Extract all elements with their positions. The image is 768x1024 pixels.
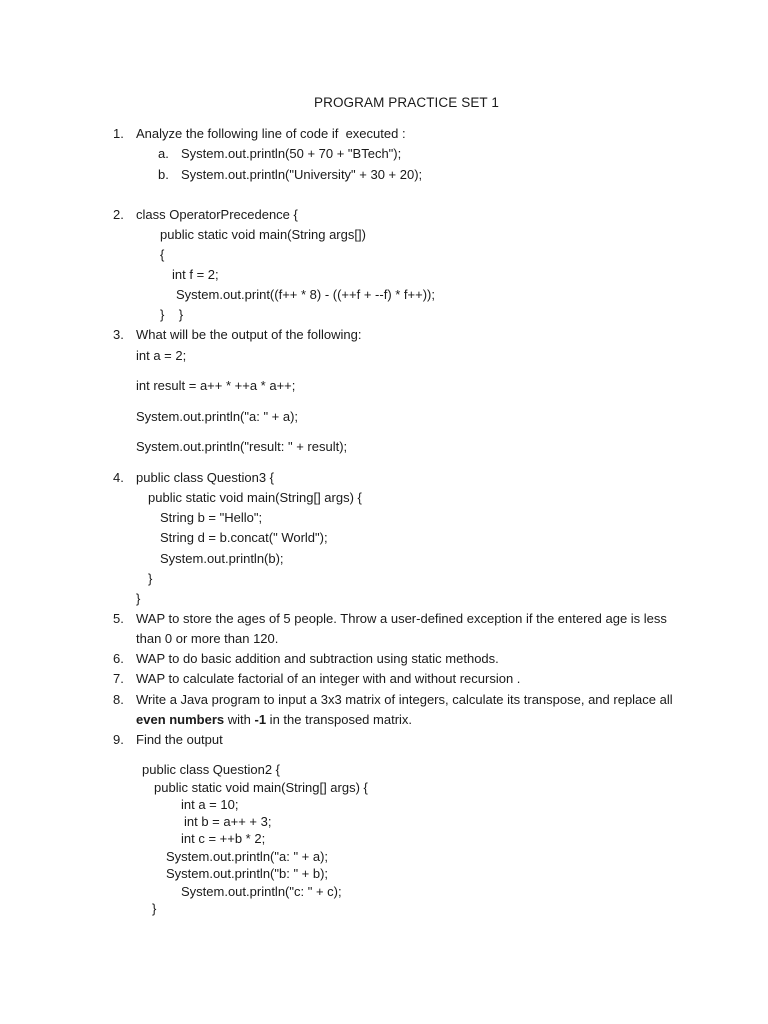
q1-number: 1. [113, 126, 124, 141]
q2-code-line: public static void main(String args[]) [160, 227, 366, 242]
q3-code-line: System.out.println("result: " + result); [136, 439, 348, 454]
page-title: PROGRAM PRACTICE SET 1 [314, 95, 499, 110]
q4-number: 4. [113, 470, 124, 485]
q1-b-code: System.out.println("University" + 30 + 20); [181, 167, 423, 182]
q5-text-line: WAP to store the ages of 5 people. Throw a user-defined exception if the entered age is less [136, 611, 667, 626]
q4-code-line: } [148, 571, 153, 586]
q9-code-line: System.out.println("b: " + b); [166, 866, 329, 881]
q3-number: 3. [113, 327, 124, 342]
q8-text-line-2 [136, 712, 412, 728]
q4-code-line: public class Question3 { [136, 470, 275, 485]
q9-text: Find the output [136, 732, 223, 747]
q7-number: 7. [113, 671, 124, 686]
q9-code-line: int a = 10; [181, 797, 239, 812]
q1-text: Analyze the following line of code if executed : [136, 126, 406, 141]
q9-code-line: public static void main(String[] args) { [154, 780, 368, 795]
q3-code-line: System.out.println("a: " + a); [136, 409, 299, 424]
q6-number: 6. [113, 651, 124, 666]
q8-mid-text: with [224, 712, 255, 727]
q1-a-label: a. [158, 146, 169, 161]
q9-code-line: int c = ++b * 2; [181, 831, 266, 846]
q4-code-line: public static void main(String[] args) { [148, 490, 362, 505]
q3-code-line: int a = 2; [136, 348, 187, 363]
q6-text: WAP to do basic addition and subtraction using static methods. [136, 651, 499, 666]
q3-code-line: int result = a++ * ++a * a++; [136, 378, 296, 393]
q2-code-line: int f = 2; [172, 267, 219, 282]
q4-code-line: String d = b.concat(" World"); [160, 530, 328, 545]
q2-code-line: class OperatorPrecedence { [136, 207, 298, 222]
q1-a-code: System.out.println(50 + 70 + "BTech"); [181, 146, 402, 161]
q8-text-line: Write a Java program to input a 3x3 matrix of integers, calculate its transpose, and replace all [136, 692, 673, 707]
q9-code-line: System.out.println("c: " + c); [181, 884, 342, 899]
q3-text: What will be the output of the following: [136, 327, 362, 342]
q8-number: 8. [113, 692, 124, 707]
q2-code-line: { [160, 247, 165, 262]
q1-b-label: b. [158, 167, 169, 182]
q9-code-line: } [152, 901, 157, 916]
q4-code-line: } [136, 591, 141, 606]
q9-number: 9. [113, 732, 124, 747]
q8-bold-even-numbers: even numbers [136, 712, 225, 727]
q9-code-line: System.out.println("a: " + a); [166, 849, 329, 864]
q9-code-line: int b = a++ + 3; [184, 814, 272, 829]
q4-code-line: String b = "Hello"; [160, 510, 263, 525]
q9-code-line: public class Question2 { [142, 762, 281, 777]
q8-bold-minus-one: -1 [254, 712, 267, 727]
q5-text-line: than 0 or more than 120. [136, 631, 279, 646]
q7-text: WAP to calculate factorial of an integer with and without recursion . [136, 671, 521, 686]
q2-number: 2. [113, 207, 124, 222]
q2-code-line: } } [160, 307, 184, 322]
q8-end-text: in the transposed matrix. [266, 712, 413, 727]
q4-code-line: System.out.println(b); [160, 551, 284, 566]
q5-number: 5. [113, 611, 124, 626]
q2-code-line: System.out.print((f++ * 8) - ((++f + --f) * f++)); [176, 287, 435, 302]
